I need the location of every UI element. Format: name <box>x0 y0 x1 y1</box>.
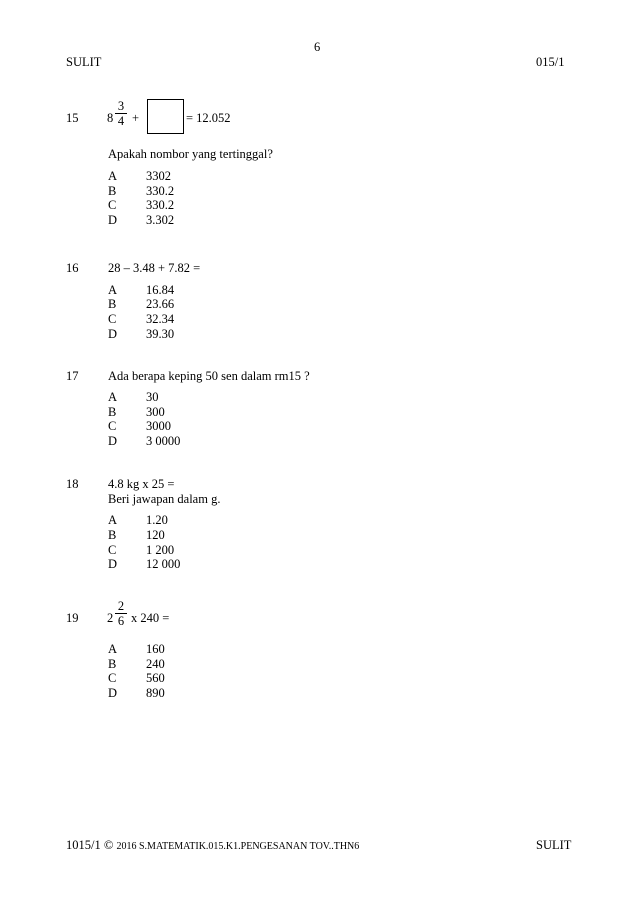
option-value: 39.30 <box>146 327 175 341</box>
option-letter: D <box>108 557 118 571</box>
option-value: 30 <box>146 390 159 404</box>
option-letter: A <box>108 513 118 527</box>
answer-box[interactable] <box>147 99 184 134</box>
option-letter: D <box>108 434 118 448</box>
fraction <box>115 600 127 627</box>
footer-left <box>66 838 359 853</box>
option-letter: B <box>108 405 117 419</box>
option-letter: A <box>108 390 118 404</box>
option-letter: B <box>108 184 117 198</box>
footer-text: 2016 S.MATEMATIK.015.K1.PENGESANAN TOV..THN6 <box>116 841 360 852</box>
question-number: 19 <box>66 611 79 625</box>
mixed-whole: 2 <box>107 611 114 625</box>
option-value: 12 000 <box>146 557 181 571</box>
option-letter: C <box>108 543 117 557</box>
equation-result: = 12.052 <box>186 111 231 125</box>
option-value: 16.84 <box>146 283 175 297</box>
footer-right: SULIT <box>536 838 572 852</box>
header-left: SULIT <box>66 55 102 69</box>
option-letter: B <box>108 657 117 671</box>
option-letter: C <box>108 312 117 326</box>
footer-code: 1015/1 <box>66 838 101 852</box>
option-letter: D <box>108 686 118 700</box>
option-value: 300 <box>146 405 165 419</box>
copyright-symbol: © <box>103 838 114 852</box>
option-value: 32.34 <box>146 312 175 326</box>
option-letter: C <box>108 419 117 433</box>
option-value: 560 <box>146 671 165 685</box>
mixed-whole: 8 <box>107 111 114 125</box>
option-value: 330.2 <box>146 184 175 198</box>
denominator: 6 <box>117 614 125 628</box>
option-value: 23.66 <box>146 297 175 311</box>
option-value: 120 <box>146 528 165 542</box>
option-value: 330.2 <box>146 198 175 212</box>
option-value: 890 <box>146 686 165 700</box>
option-value: 3302 <box>146 169 171 183</box>
header-right: 015/1 <box>536 55 565 69</box>
question-number: 15 <box>66 111 79 125</box>
denominator: 4 <box>117 114 125 128</box>
operator: + <box>132 111 140 125</box>
option-letter: C <box>108 198 117 212</box>
question-text: x 240 = <box>131 611 170 625</box>
option-value: 3000 <box>146 419 171 433</box>
question-text: 4.8 kg x 25 = <box>108 477 175 491</box>
option-letter: A <box>108 169 118 183</box>
question-number: 17 <box>66 369 79 383</box>
option-value: 240 <box>146 657 165 671</box>
page-number: 6 <box>314 40 321 54</box>
option-letter: D <box>108 327 118 341</box>
question-instruction: Beri jawapan dalam g. <box>108 492 221 506</box>
question-prompt: Apakah nombor yang tertinggal? <box>108 147 273 161</box>
option-letter: D <box>108 213 118 227</box>
option-value: 3 0000 <box>146 434 181 448</box>
option-value: 1 200 <box>146 543 175 557</box>
option-letter: C <box>108 671 117 685</box>
question-text: Ada berapa keping 50 sen dalam rm15 ? <box>108 369 310 383</box>
question-text: 28 – 3.48 + 7.82 = <box>108 261 201 275</box>
question-number: 16 <box>66 261 79 275</box>
option-value: 160 <box>146 642 165 656</box>
option-letter: A <box>108 283 118 297</box>
fraction <box>115 100 127 127</box>
numerator: 3 <box>117 99 125 113</box>
question-number: 18 <box>66 477 79 491</box>
option-letter: B <box>108 528 117 542</box>
option-value: 3.302 <box>146 213 175 227</box>
option-value: 1.20 <box>146 513 168 527</box>
option-letter: B <box>108 297 117 311</box>
numerator: 2 <box>117 599 125 613</box>
option-letter: A <box>108 642 118 656</box>
